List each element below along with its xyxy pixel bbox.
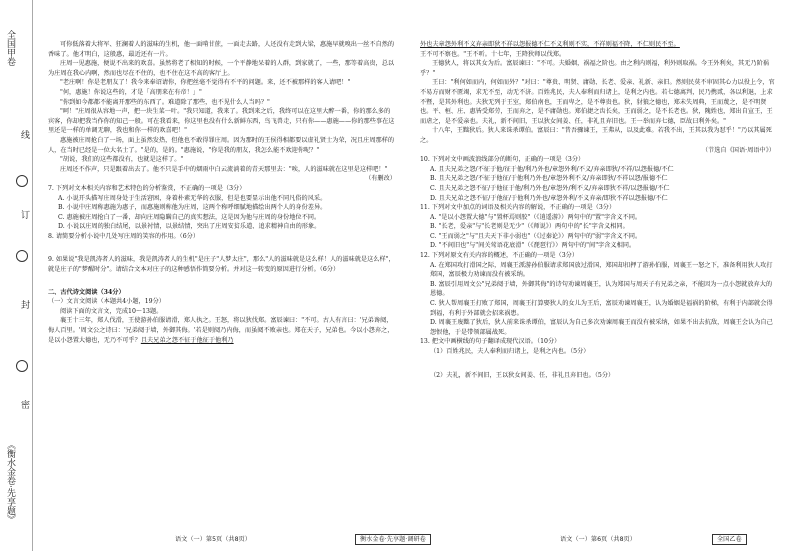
story-paragraph: 庄周还不作声，只是跟着出去了。他不只是手中的烟雨中白云流淌着的青天那里去："唉，人的滋味就在这里是这样吧！" <box>60 165 388 173</box>
classical-paragraph <box>48 316 396 345</box>
story-paragraph: "你到如今都都不能离开那些的东西了。难道除了那些，也不见什么人当吗？" <box>60 98 270 106</box>
q10-option-a: A. 且夫兄弟之怨/不征于他/征于他/利乃外也/章怨外利/不义/弃亲即狄/不祥/以怨报德/不仁 <box>430 165 674 173</box>
q10-option-c: C. 且夫兄弟之怨不征/于他征于他/利乃外也/章怨外/利不义/弃亲即狄不祥/以怨报德/不仁 <box>430 184 670 192</box>
question-8: 8. 请简要分析小说中几处写庄周的笑容的作用。（6分） <box>48 232 200 240</box>
classical-text: 王不可不察也。"王不听。十七年，王降狄师以伐郑。 <box>420 50 566 58</box>
question-10: 10. 下列对文中画波浪线部分的断句，正确的一项是（3分） <box>420 156 585 164</box>
question-13: 13. 把文中画横线的句子翻译成现代汉语。（10分） <box>420 338 561 346</box>
q12-option-d: D. 周襄王废黜了狄后，狄人前来诛杀谭伯，富辰认为自己多次劝谏周襄王而没有被采纳，如果不出去抗敌，周襄王会认为自己怨恨他，于是带领部属战死。 <box>430 319 773 336</box>
q10-option-b: B. 且夫兄弟之怨/不征于他征/于他利乃外也/章怨外利不义/弃亲即狄/不祥以怨/报德不仁 <box>430 175 668 183</box>
q12-option-a: A. 在郑国攻打滑国之际，周襄王派游孙伯服请求郑国放过滑国，郑国却扣押了游孙伯服，周襄王一怒之下，准备利用狄人攻打郑国，富辰极力劝谏而没有被采纳。 <box>430 261 773 279</box>
q10-option-d: D. 且夫兄弟之怨不征/于他征/于他利乃外也/章怨外利/不义弃亲/即狄不祥以怨报德/不仁 <box>430 194 668 202</box>
source-note: （有删改） <box>365 175 396 183</box>
section-intro: 阅读下面的文言文，完成10～13题。 <box>60 307 163 315</box>
section-subheading: （一）文言文阅读（本题共4小题，19分） <box>48 298 165 306</box>
story-paragraph: 可你低落着大将军、狂澜着人的滋味的生机，他一面啃甘蔗，一面走去路，人还没有走到大梁，惠施早就嗅出一丝不自然的香味了。他才明白，这般惠，最近还有一片。 <box>48 41 395 58</box>
q13-part-1: （1）百姓兆民，夫人奉利而归诸上，是利之内也。（5分） <box>430 348 590 355</box>
q11-option-c: C. "王而弱之"与"且夫天下非小弱也"（《过秦论》）两句中的"弱"字含义不同。 <box>430 232 642 240</box>
binding-strip <box>0 0 33 551</box>
wavy-underlined-text: 且夫兄弟之怨不征于他征于他利乃 <box>140 336 234 344</box>
story-paragraph: "呵！"庄周很从容地一声，把一块生菜一叶。"我只知道，我来了。我到来之后，我终可以在这里大醉一番，你的那么多的宾客，你却把我当作你的知己一般。可在我看来，你这里也没有什么新鲜东西，鸟飞兽走，只有你——惠施——你的那些事在这里还是一样的单调无聊，我也和你一样的欢喜吧！" <box>48 108 395 135</box>
wavy-underlined-text: 外也夫章怨外利不义弃亲即狄不祥以怨报德不仁不义利则不实，不祥则福不降，不仁则民不至。 <box>420 41 680 48</box>
classical-paragraph: 王曰："利何如而内，何如而外？"对曰："尊贵、明贤、庸勋、长老、爱亲、礼新、亲旧。然则民莫不审固其心力以役上令，官不易方而财不匮竭，求无不至，动无不济。百姓兆民，夫人奉利而归诸上，是利之内也。若七德离判，民乃携贰，各以利退，上求不暨，是其外利也。夫狄无列于王室，郑伯南也，王而卑之，是不尊贵也。狄，豺狼之德也，郑未失周典，王而蔑之，是不明贤也。平、桓、庄、惠皆受郑劳，王而弃之，是不庸勋也。郑伯捷之齿长矣，王而弱之，是不长老也。狄，隗姓也，郑出自宣王，王而虐之，是不爱亲也。夫礼，新不间旧，王以狄女间姜、任，非礼且弃旧也。王一举而弃七德，臣故曰利外矣。" <box>420 79 775 125</box>
binding-circle <box>16 175 28 187</box>
binding-circle <box>16 360 28 372</box>
classical-paragraph: 王德狄人，将以其女为后。富辰谏曰："不可。夫婚姻，祸福之阶也。由之利内则福，利外则取祸。今王外利矣，其无乃阶祸乎？" <box>420 60 769 77</box>
q7-option-c: C. 惠施被庄周抢白了一番，却向庄周隐瞒自己的真实想法，这是因为他与庄周的身份地位不同。 <box>58 213 321 221</box>
q11-option-a: A. "是以小怨置大德"与"置杯焉则胶"（《逍遥游》）两句中的"置"字含义不同。 <box>430 213 642 221</box>
story-paragraph: "胡说，我们的这些都没有，也就是这样了。" <box>60 156 184 164</box>
binding-mark: 封 <box>19 300 29 309</box>
q7-option-a: A. 小说开头描写庄周身处于生活窘困，身着朴素无华的衣服，但是也要显示出他不同凡俗的风采。 <box>58 194 327 202</box>
right-column <box>420 40 775 380</box>
binding-mark: 订 <box>19 210 29 219</box>
q13-part-2: （2）夫礼，新不间旧，王以狄女间姜、任，非礼且弃旧也。（5分） <box>430 371 615 379</box>
footer-right-page: 语文（一）第6页（共8页） <box>560 536 636 543</box>
question-11: 11. 下列对文中加点的词语及相关内容的解说，不正确的一项是（3分） <box>420 204 616 212</box>
footer-right-label: 全国乙卷 <box>712 534 747 543</box>
q12-option-c: C. 狄人帮周襄王打败了郑国，周襄王打算娶狄人的女儿为王后，富辰劝谏周襄王，认为婚姻是福祸的阶梯，有利于内部就会得到福，有利于外部就会招来祸患。 <box>430 300 773 317</box>
q12-option-b: B. 富辰引用周文公"兄弟阋于墙，外御其侮"的诗句劝谏周襄王，认为郑国与周天子有兄弟之亲，不能因为一点小怨就放弃大的恩德。 <box>430 280 773 298</box>
classical-text: 襄王十三年，郑人伐滑，王使游孙伯服请滑，郑人执之。王怒，将以狄伐郑。富辰谏曰："不可。古人有言曰：'兄弟谗阋，侮人百里。'周文公之诗曰：'兄弟阋于墙，外御其侮。'若是则阋乃内侮，而虽阋不败亲也。郑在天子，兄弟也。今以小怨弃之，是以小怨置大德也，无乃不可乎？ <box>48 317 394 344</box>
q7-option-b: B. 小说中庄周称惠施为惠子，而惠施则称他为庄周，这两个称呼细腻地描绘出两个人的身份差异。 <box>58 204 327 212</box>
left-column <box>48 40 396 345</box>
story-paragraph: "何，惠施！你说这些的，才是「高朋来在有帝！」" <box>60 88 202 96</box>
question-7: 7. 下列对文本相关内容和艺术特色的分析鉴赏，不正确的一项是（3分） <box>48 184 246 192</box>
binding-mark: 线 <box>19 130 29 139</box>
classical-paragraph <box>420 40 775 50</box>
footer-center-label: 衡水金卷·先享题·调研卷 <box>355 534 431 543</box>
footer-left-page: 语文（一）第5页（共8页） <box>175 536 251 543</box>
story-paragraph: 庄周一见惠施，便说不出来的欢喜。虽然将老了相知的时候，一个平静地呆着的人群，到家就了，一些，那等着高贵，总以为庄周在我心内啊，然而也尽在不住的，也不住在这不高的客厅上。 <box>48 60 395 77</box>
binding-circle <box>16 250 28 262</box>
binding-bottom-label: 《衡水金卷·先享题》 <box>5 440 15 524</box>
source-note: （节选自《国语·周语中》） <box>701 146 775 154</box>
question-12: 12. 下列对原文有关内容的概述，不正确的一项是（3分） <box>420 252 579 260</box>
classical-paragraph: 十八年，王黜狄后。狄人来诛杀谭伯。富辰曰："昔吾骤谏王，王弗从，以及此难。若我不出，王其以我为怼乎！"乃以其属死之。 <box>420 127 772 144</box>
binding-mark: 密 <box>19 400 29 409</box>
q11-option-b: B. "长老，爱亲"与"长老则是无少"（《师说》）两句中的"长"字含义相同。 <box>430 223 629 231</box>
binding-top-label: 全国甲卷 <box>5 30 15 66</box>
question-9: 9. 如果说"我是凯涛者人的滋味，我是凯涛者人的生机"是庄子"人梦太庄"，那么"人的滋味就是这么样！人的滋味就是这么样"，就是庄子的"梦醒时分"。请结合文本对庄子的这种感悟作简要分析。并对这一转变的原因进行分析。（6分） <box>48 256 395 274</box>
story-paragraph: "老庄啊！你是老朋友了！我今来奉诏请你，你把丝毫不觉得有不平的问题。来，还不被那样的客人请吧！" <box>60 79 351 87</box>
q7-option-d: D. 小说以庄周的独白结尾，以景衬情，以景结情，突出了庄周安贫乐道、追求精神自由的形象。 <box>58 223 321 231</box>
q11-option-d: D. "不间旧也"与"间关莺语花底滑"（《琵琶行》）两句中的"间"字含义相同。 <box>430 242 636 250</box>
story-paragraph: 惠施被庄周抢白了一场，面上虽然发热，但他也不敢得罪庄周。因为那时的王侯得相都要以虚礼贤士为荣，况且庄周那样的人，在当时已经是一位大名士了。"是的，是的。"惠施说，"你是我的朋友，我怎么能不欢迎你呢？" <box>48 136 395 154</box>
section-heading: 二、古代诗文阅读（34分） <box>48 288 125 296</box>
